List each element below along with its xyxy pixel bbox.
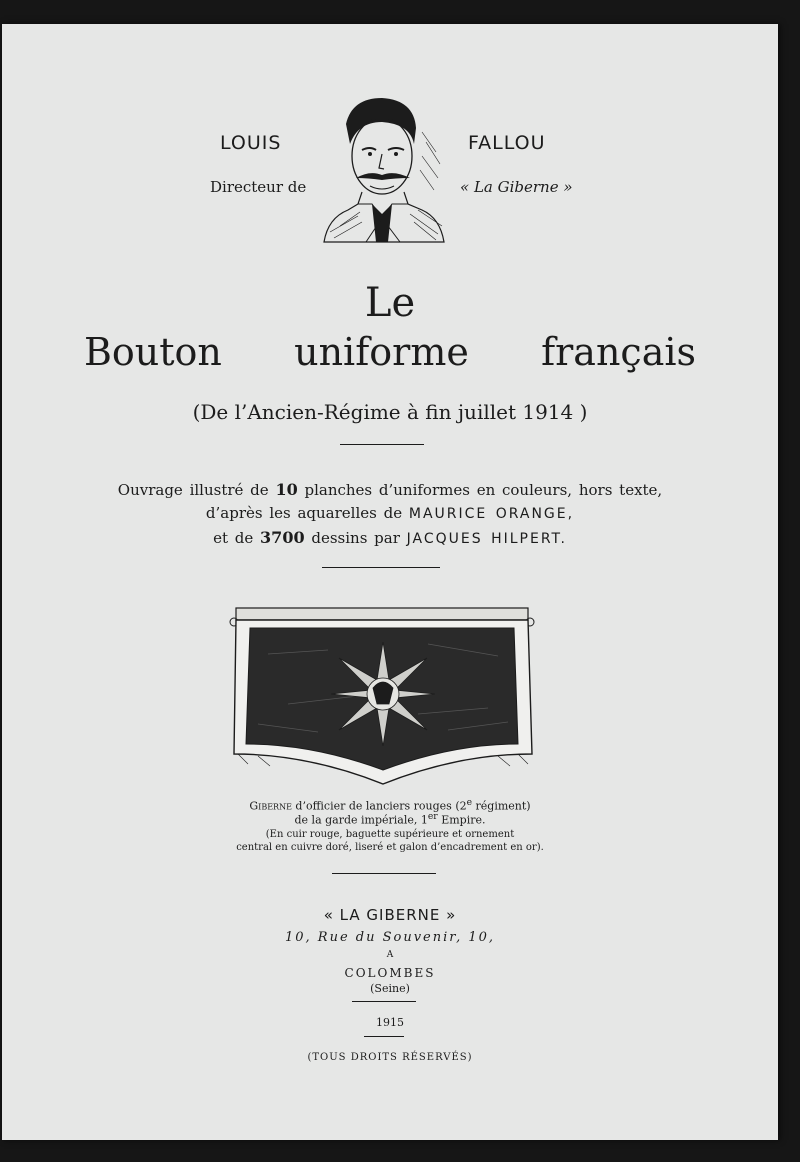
journal-name: « La Giberne » [460, 178, 573, 196]
title-line-1: Le [364, 280, 416, 326]
rights-notice: (TOUS DROITS RÉSERVÉS) [307, 1052, 473, 1063]
author-first-name: LOUIS [220, 132, 282, 154]
publisher-address: 10, Rue du Souvenir, 10, [284, 930, 496, 945]
divider [340, 444, 424, 445]
publication-year: 1915 [376, 1016, 404, 1029]
title-line-2: Bouton uniforme français [83, 330, 697, 374]
author-last-name: FALLOU [468, 132, 546, 154]
giberne-illustration [228, 604, 538, 788]
description-line-1: Ouvrage illustré de 10 planches d’uniformes en couleurs, hors texte, [117, 480, 663, 499]
portrait-illustration [318, 92, 450, 244]
publisher-a: A [386, 950, 394, 960]
caption-line-4: central en cuivre doré, liseré et galon d’encadrement en or). [236, 842, 544, 853]
divider [352, 1001, 416, 1002]
publisher-region: (Seine) [370, 982, 410, 995]
publisher-name: « LA GIBERNE » [323, 906, 457, 924]
caption-line-2: de la garde impériale, 1er Empire. [294, 811, 486, 827]
description-line-2: d’après les aquarelles de MAURICE ORANGE, [205, 504, 575, 522]
divider [322, 567, 440, 568]
director-label: Directeur de [210, 178, 307, 196]
divider [364, 1036, 404, 1037]
publisher-city: COLOMBES [344, 966, 436, 980]
subtitle: (De l’Ancien-Régime à fin juillet 1914 ) [192, 400, 588, 424]
title-page [2, 24, 778, 1140]
description-line-3: et de 3700 dessins par JACQUES HILPERT. [213, 528, 567, 547]
caption-line-3: (En cuir rouge, baguette supérieure et ornement [265, 829, 515, 840]
caption-line-1: Giberne d’officier de lanciers rouges (2e régiment) [249, 797, 531, 813]
divider [332, 873, 436, 874]
